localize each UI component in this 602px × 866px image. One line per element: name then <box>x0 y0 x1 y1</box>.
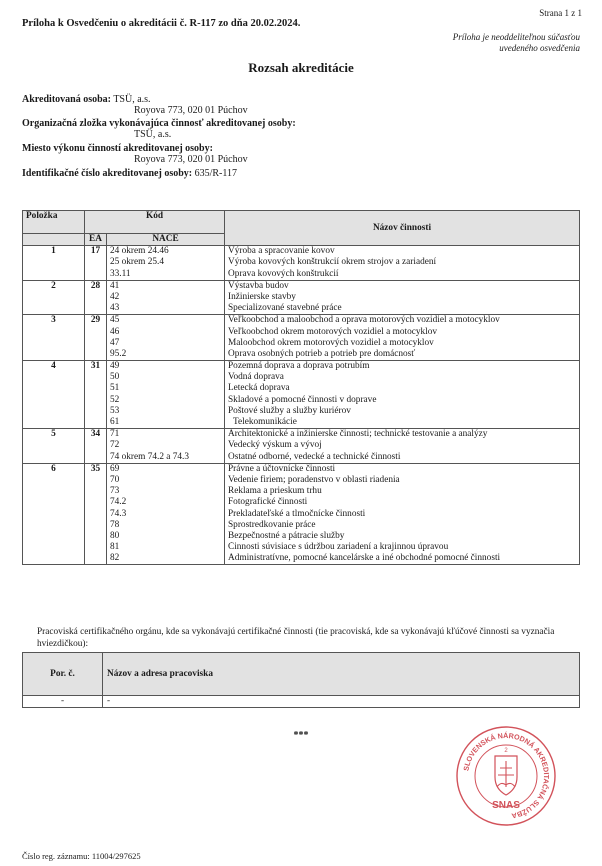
nace-code: 51 <box>110 383 120 394</box>
activity-names <box>225 246 580 281</box>
activity-names <box>225 429 580 464</box>
stamp-ring-text: SLOVENSKÁ NÁRODNÁ AKREDITAČNÁ SLUŽBA <box>461 730 552 821</box>
scope-group <box>23 463 580 565</box>
nace-code: 50 <box>110 372 120 383</box>
activity-name: Činnosti súvisiace s údržbou zariadení a krajinnou úpravou <box>228 542 449 553</box>
scope-row <box>23 463 580 565</box>
item-number: 2 <box>23 280 85 315</box>
nace-code: 43 <box>110 303 120 314</box>
activity-name: Letecká doprava <box>228 383 290 394</box>
nace-code: 74 okrem 74.2 a 74.3 <box>110 451 190 462</box>
activity-name: Veľkoobchod okrem motorových vozidiel a motocyklov <box>228 326 438 337</box>
activity-name: Telekomunikácie <box>233 417 297 428</box>
scope-group <box>23 429 580 464</box>
scope-row <box>23 429 580 464</box>
nace-code: 42 <box>110 291 120 302</box>
nace-code: 73 <box>110 486 120 497</box>
nace-code: 24 okrem 24.46 <box>110 246 169 257</box>
accredited-person-address: Royova 773, 020 01 Púchov <box>134 105 248 116</box>
scope-group <box>23 246 580 281</box>
nace-code: 69 <box>110 463 120 474</box>
activity-name: Veľkoobchod a maloobchod a oprava motorových vozidiel a motocyklov <box>228 315 500 326</box>
nace-codes <box>107 315 225 361</box>
header-code: Kód <box>85 211 225 234</box>
org-unit-block <box>22 118 296 140</box>
activity-name: Poštové služby a služby kuriérov <box>228 405 351 416</box>
scope-row <box>23 361 580 429</box>
scope-row <box>23 280 580 315</box>
workplace-row <box>23 696 580 708</box>
place-address: Royova 773, 020 01 Púchov <box>134 154 248 165</box>
ea-code: 31 <box>85 361 107 429</box>
header-nace: NACE <box>107 234 225 246</box>
nace-code: 70 <box>110 474 120 485</box>
activity-names <box>225 463 580 565</box>
accredited-person-block <box>22 94 248 116</box>
scope-group <box>23 315 580 361</box>
activity-name: Fotografické činnosti <box>228 497 308 508</box>
header-item: Položka <box>23 211 85 234</box>
stamp-logo-text: SNAS <box>492 800 520 811</box>
activity-name: Oprava kovových konštrukcií <box>228 268 339 279</box>
nace-code: 47 <box>110 337 120 348</box>
ea-code: 28 <box>85 280 107 315</box>
activity-name: Administratívne, pomocné kancelárske a iné obchodné pomocné činnosti <box>228 553 501 564</box>
place-block <box>22 143 248 165</box>
activity-name: Reklama a prieskum trhu <box>228 486 322 497</box>
workplace-number: - <box>23 696 103 708</box>
item-number: 4 <box>23 361 85 429</box>
item-number: 3 <box>23 315 85 361</box>
snas-stamp <box>455 725 557 827</box>
activity-name: Vodná doprava <box>228 372 284 383</box>
nace-code: 71 <box>110 429 120 440</box>
workplaces-intro: Pracoviská certifikačného orgánu, kde sa vykonávajú certifikačné činnosti (tie pracoviská, kde sa vykonávajú kľúčové činnosti sa vyznačia hviezdičkou): <box>37 627 555 649</box>
activity-names <box>225 315 580 361</box>
nace-codes <box>107 246 225 281</box>
workplace-header-name: Názov a adresa pracoviska <box>103 653 580 696</box>
activity-names <box>225 361 580 429</box>
nace-code: 72 <box>110 440 120 451</box>
registration-number: Číslo reg. záznamu: 11004/297625 <box>22 851 141 861</box>
nace-code: 82 <box>110 553 120 564</box>
activity-name: Oprava osobných potrieb a potrieb pre domácnosť <box>228 348 416 359</box>
nace-code: 95.2 <box>110 348 127 359</box>
page-number: Strana 1 z 1 <box>539 8 582 18</box>
activity-name: Výstavba budov <box>228 280 289 291</box>
nace-code: 74.2 <box>110 497 127 508</box>
ea-code: 29 <box>85 315 107 361</box>
nace-code: 81 <box>110 542 120 553</box>
place-label: Miesto výkonu činností akreditovanej osoby: <box>22 143 213 154</box>
scope-table <box>22 210 580 565</box>
nace-code: 49 <box>110 361 120 372</box>
document-title: Príloha k Osvedčeniu o akreditácii č. R-117 zo dňa 20.02.2024. <box>22 18 301 29</box>
activity-name: Právne a účtovnícke činnosti <box>228 463 336 474</box>
accredited-person-label: Akreditovaná osoba: <box>22 94 111 105</box>
nace-code: 46 <box>110 326 120 337</box>
scope-group <box>23 361 580 429</box>
activity-name: Bezpečnostné a pátracie služby <box>228 530 345 541</box>
activity-name: Ostatné odborné, vedecké a technické činnosti <box>228 451 401 462</box>
nace-codes <box>107 280 225 315</box>
nace-codes <box>107 429 225 464</box>
nace-code: 53 <box>110 405 120 416</box>
header-ea: EA <box>85 234 107 246</box>
item-number: 6 <box>23 463 85 565</box>
header-item-blank <box>23 234 85 246</box>
org-unit-label: Organizačná zložka vykonávajúca činnosť akreditovanej osoby: <box>22 118 296 129</box>
scope-heading: Rozsah akreditácie <box>248 60 354 75</box>
nace-code: 25 okrem 25.4 <box>110 257 164 268</box>
activity-name: Skladové a pomocné činnosti v doprave <box>228 394 377 405</box>
scope-group <box>23 280 580 315</box>
ea-code: 34 <box>85 429 107 464</box>
activity-name: Prekladateľské a tlmočnícke činnosti <box>228 508 366 519</box>
activity-name: Sprostredkovanie práce <box>228 519 316 530</box>
nace-code: 52 <box>110 394 120 405</box>
item-number: 5 <box>23 429 85 464</box>
double-cross-icon <box>497 761 515 787</box>
stamp-number: 2 <box>504 748 508 754</box>
activity-name: Maloobchod okrem motorových vozidiel a motocyklov <box>228 337 434 348</box>
nace-code: 41 <box>110 280 120 291</box>
nace-code: 78 <box>110 519 120 530</box>
header-activity: Názov činnosti <box>225 211 580 246</box>
org-unit-name: TSÜ, a.s. <box>134 129 172 140</box>
activity-name: Výroba kovových konštrukcií okrem strojov a zariadení <box>228 257 437 268</box>
activity-name: Architektonické a inžinierske činnosti; technické testovanie a analýzy <box>228 429 488 440</box>
workplaces-table <box>22 652 580 708</box>
annex-note <box>453 32 580 54</box>
workplace-header-number: Por. č. <box>23 653 103 696</box>
activity-name: Špecializované stavebné práce <box>228 303 342 314</box>
annex-note-line-1: Príloha je neoddeliteľnou súčasťou <box>452 32 580 42</box>
annex-note-line-2: uvedeného osvedčenia <box>499 43 580 53</box>
id-label: Identifikačné číslo akreditovanej osoby: <box>22 168 193 179</box>
id-block <box>22 168 237 179</box>
activity-names <box>225 280 580 315</box>
end-stars: *** <box>293 730 309 741</box>
scope-row <box>23 315 580 361</box>
nace-codes <box>107 361 225 429</box>
activity-name: Pozemná doprava a doprava potrubím <box>228 361 370 372</box>
nace-code: 61 <box>110 417 120 428</box>
nace-codes <box>107 463 225 565</box>
ea-code: 17 <box>85 246 107 281</box>
activity-name: Inžinierske stavby <box>228 291 296 302</box>
accredited-person-name: TSÜ, a.s. <box>113 94 151 105</box>
workplace-name: - <box>103 696 580 708</box>
activity-name: Výroba a spracovanie kovov <box>228 246 335 257</box>
id-value: 635/R-117 <box>194 168 238 179</box>
nace-code: 45 <box>110 315 120 326</box>
scope-row <box>23 246 580 281</box>
nace-code: 74.3 <box>110 508 127 519</box>
activity-name: Vedenie firiem; poradenstvo v oblasti riadenia <box>228 474 400 485</box>
nace-code: 33.11 <box>110 268 131 279</box>
ea-code: 35 <box>85 463 107 565</box>
nace-code: 80 <box>110 530 120 541</box>
activity-name: Vedecký výskum a vývoj <box>228 440 322 451</box>
item-number: 1 <box>23 246 85 281</box>
